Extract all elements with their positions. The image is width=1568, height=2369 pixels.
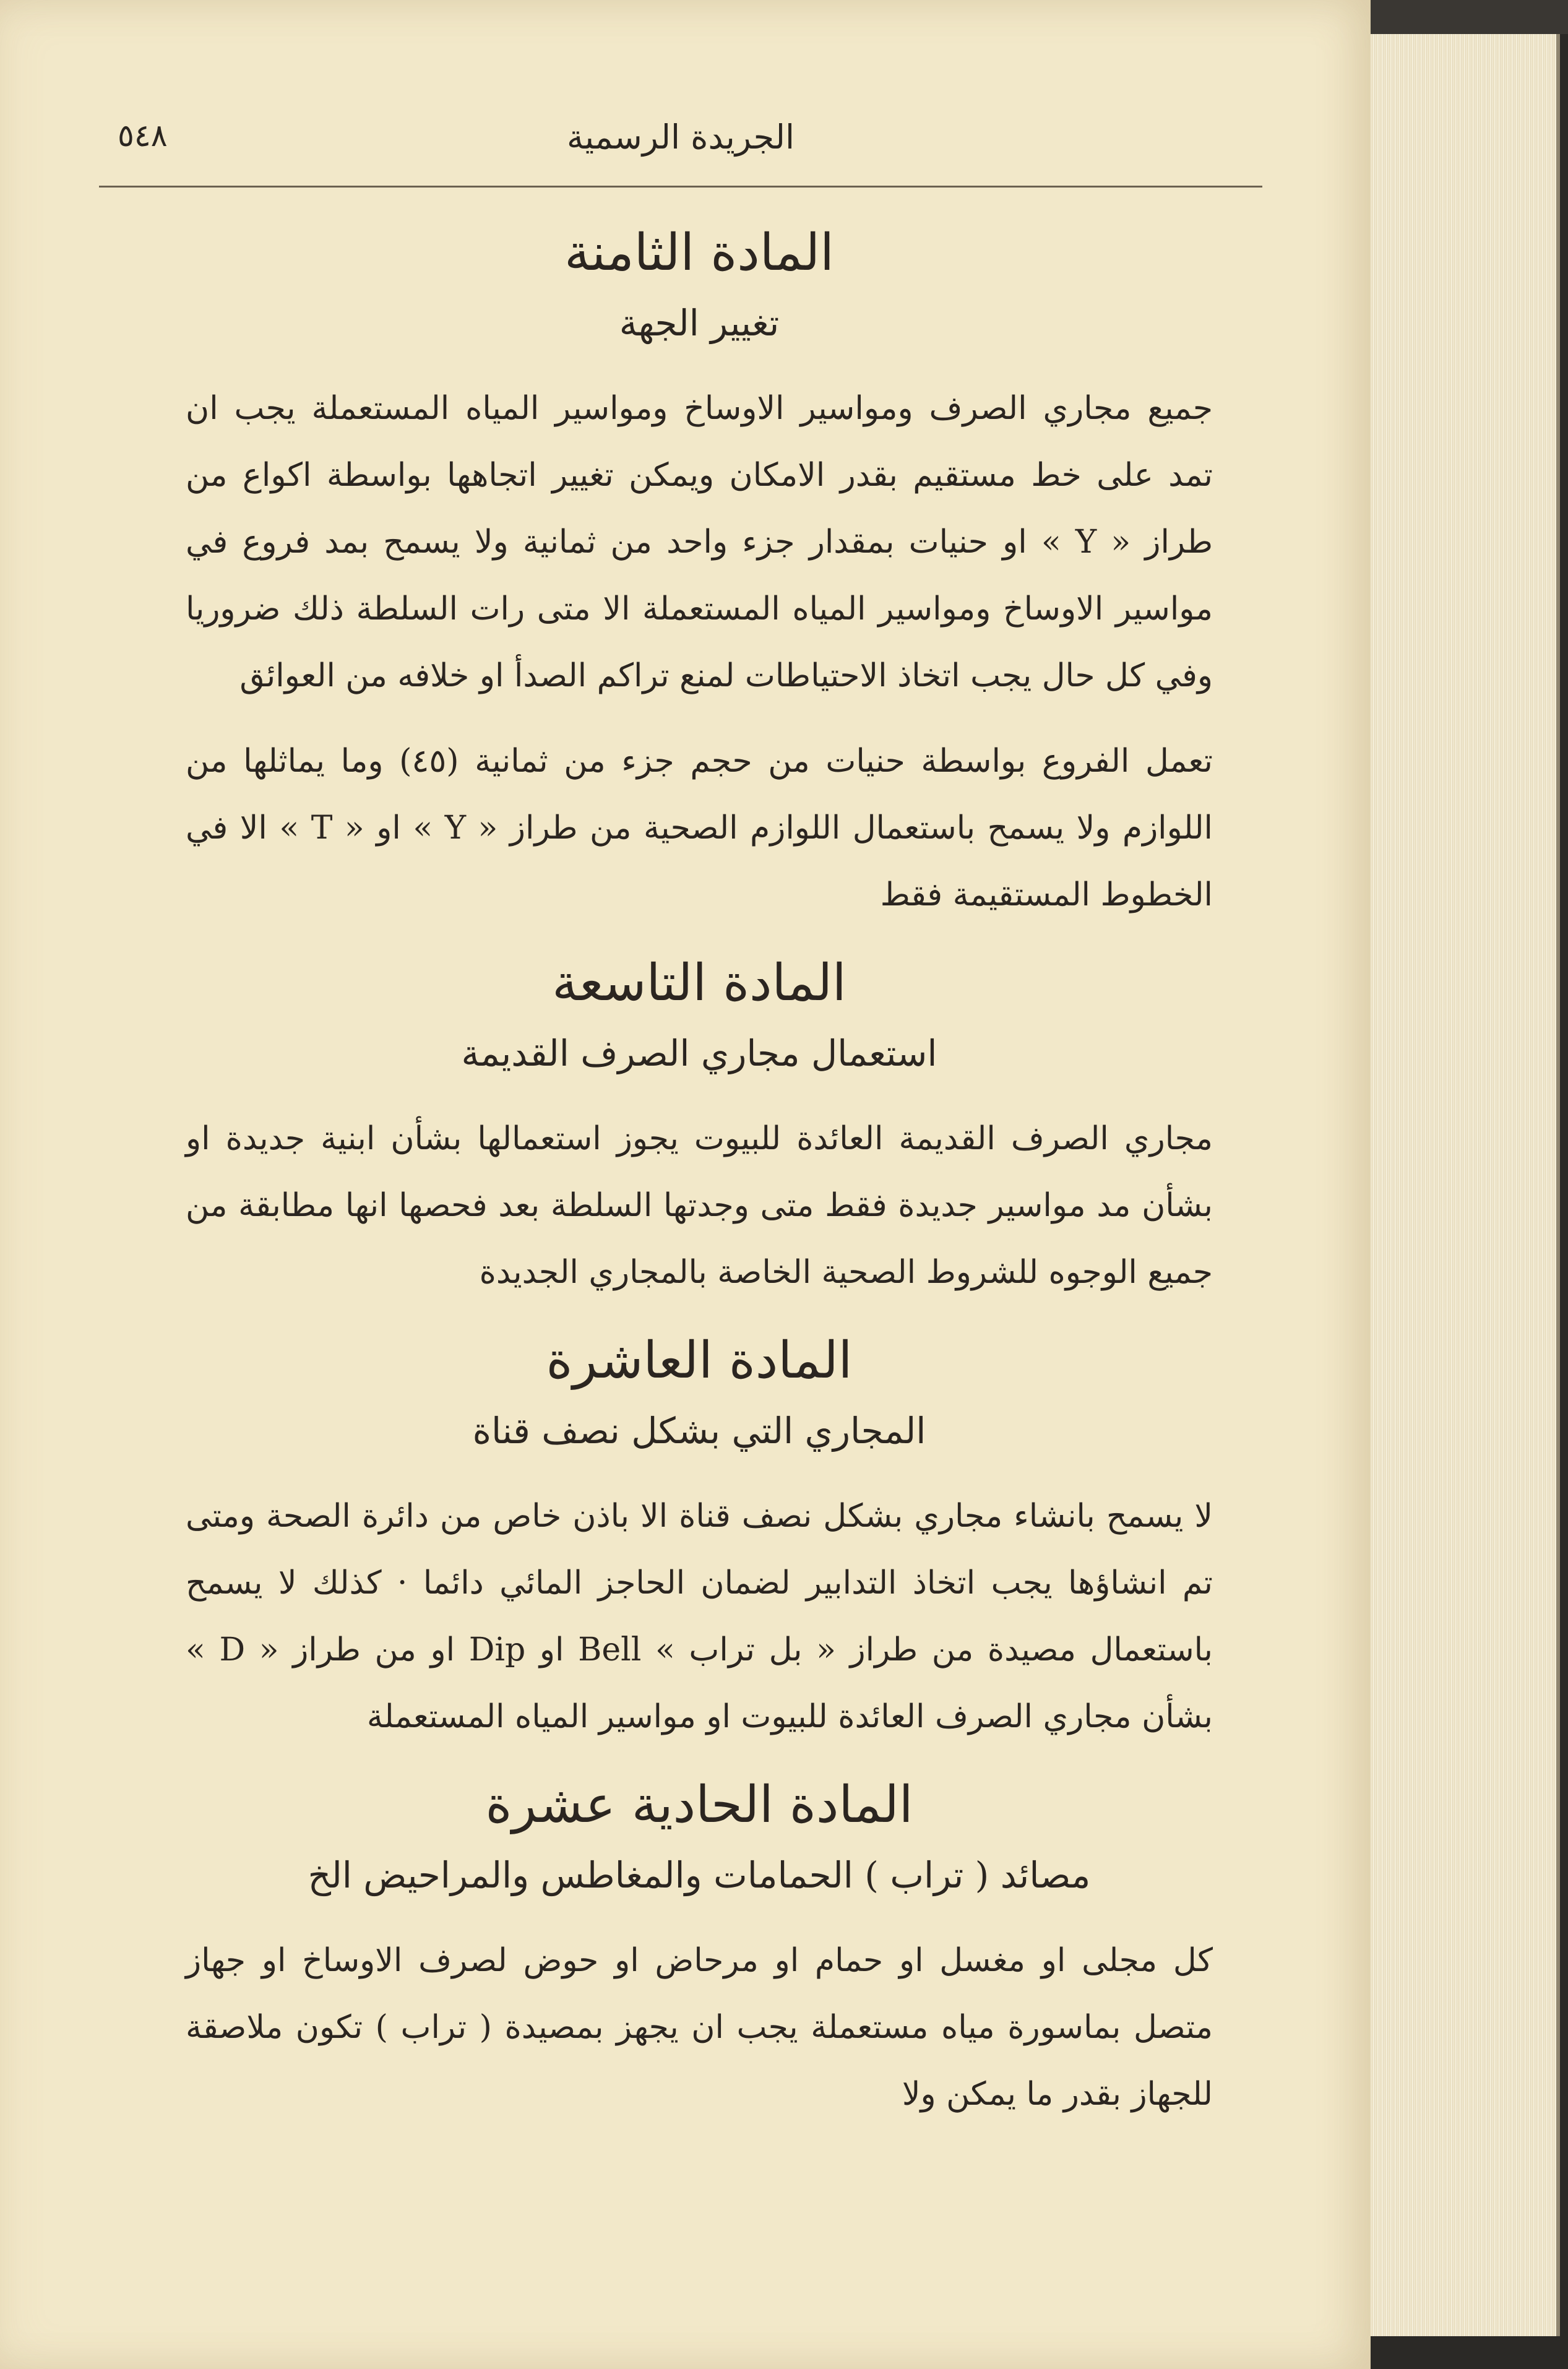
article-subtitle: تغيير الجهة [619,301,780,344]
article-subtitle: استعمال مجاري الصرف القديمة [461,1032,937,1074]
article-subtitle: مصائد ( تراب ) الحمامات والمغاطس والمراحيض الخ [308,1853,1091,1896]
article-11 [186,1769,1213,2128]
article-title: المادة العاشرة [546,1331,853,1390]
article-paragraph: كل مجلى او مغسل او حمام او مرحاض او حوض لصرف الاوساخ او جهاز متصل بماسورة مياه مستعملة يجب ان يجهز بمصيدة ( تراب ) تكون ملاصقة للجهاز بقدر ما يمكن ولا [186,1941,1213,2113]
article-paragraph: مجاري الصرف القديمة العائدة للبيوت يجوز استعمالها بشأن ابنية جديدة او بشأن مد مواسير جديدة فقط متى وجدتها السلطة بعد فحصها انها مطابقة من جميع الوجوه للشروط الصحية الخاصة بالمجاري الجديدة [186,1120,1213,1291]
article-8 [186,217,1213,928]
article-9 [186,947,1213,1306]
book-cover-edge [1371,0,1568,34]
article-paragraph: لا يسمح بانشاء مجاري بشكل نصف قناة الا باذن خاص من دائرة الصحة ومتى تم انشاؤها يجب اتخاذ التدابير لضمان الحاجز المائي دائما · كذلك لا يسمح باستعمال مصيدة من طراز « بل تراب » Bell او Dip او من طراز « D » بشأن مجاري الصرف العائدة للبيوت او مواسير المياه المستعملة [186,1497,1213,1735]
article-10 [186,1324,1213,1750]
article-paragraph: جميع مجاري الصرف ومواسير الاوساخ ومواسير المياه المستعملة يجب ان تمد على خط مستقيم بقدر الامكان ويمكن تغيير اتجاهها بواسطة اكواع من طراز « Y » او حنيات بمقدار جزء واحد من ثمانية ولا يسمح بمد فروع في مواسير الاوساخ ومواسير المياه المستعملة الا متى رات السلطة ذلك ضروريا وفي كل حال يجب اتخاذ الاحتياطات لمنع تراكم الصدأ او خلافه من العوائق [186,389,1213,694]
page-header [99,111,1262,188]
article-subtitle: المجاري التي بشكل نصف قناة [472,1409,926,1452]
article-title: المادة الحادية عشرة [485,1775,913,1834]
book-page-edges [1371,34,1560,2336]
article-title: المادة الثامنة [564,223,834,282]
journal-title: الجريدة الرسمية [567,118,795,157]
page-content [186,204,1213,2146]
article-paragraph: تعمل الفروع بواسطة حنيات من حجم جزء من ثمانية (٤٥) وما يماثلها من اللوازم ولا يسمح باستعمال اللوازم الصحية من طراز « Y » او « T » الا في الخطوط المستقيمة فقط [186,742,1213,913]
article-title: المادة التاسعة [552,953,846,1012]
page-number: ٥٤٨ [118,118,168,153]
